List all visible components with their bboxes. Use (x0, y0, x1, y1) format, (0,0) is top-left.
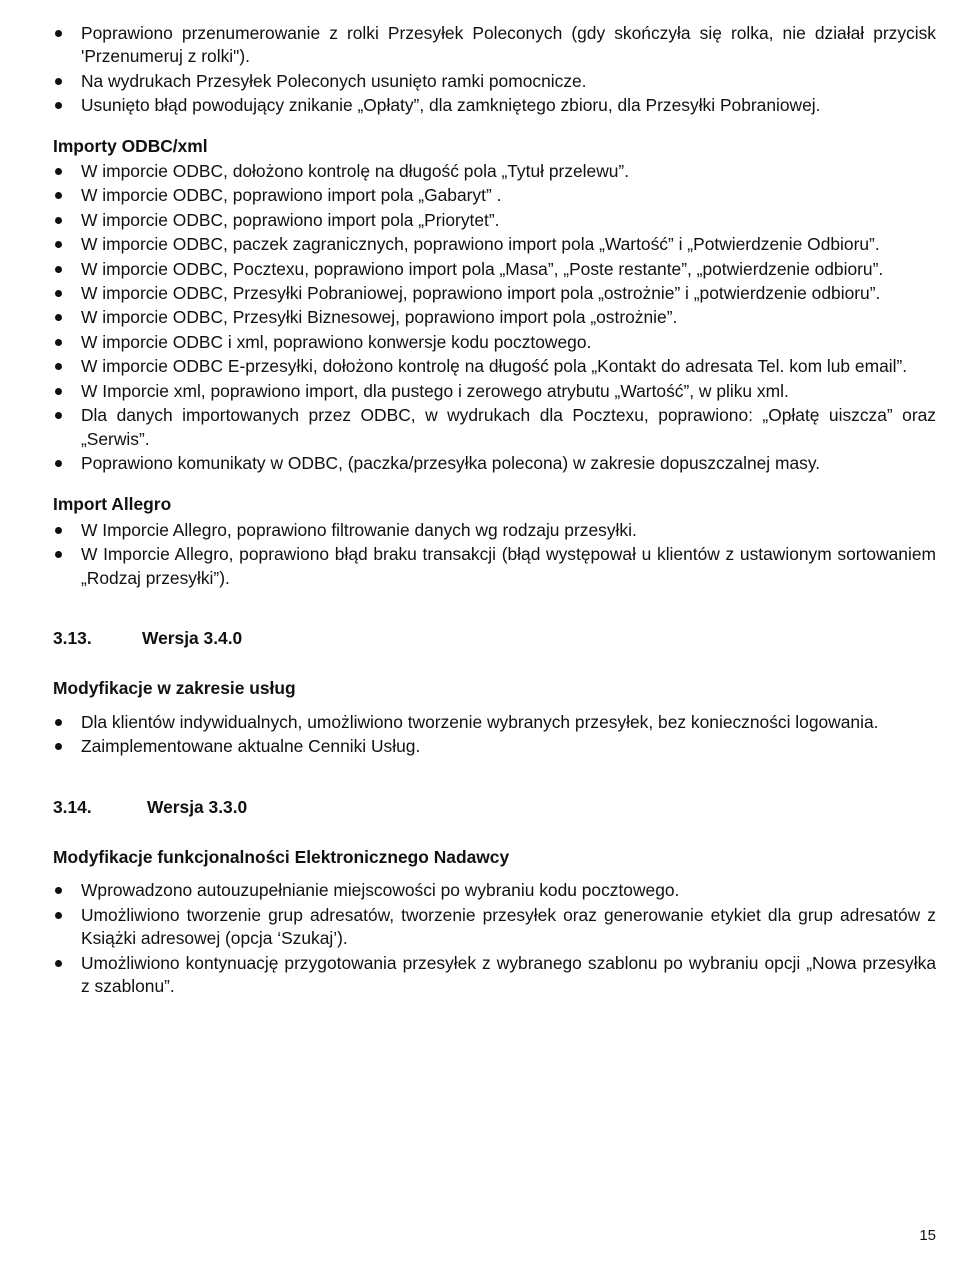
section-heading-uslugi: Modyfikacje w zakresie usług (53, 678, 296, 699)
list-item: W Imporcie Allegro, poprawiono błąd braku transakcji (błąd występował u klientów z ustawionym sortowaniem „Rodzaj przesyłki”). (53, 543, 936, 590)
list-item: W imporcie ODBC, poprawiono import pola „Priorytet”. (53, 209, 936, 232)
list-item: W imporcie ODBC, Przesyłki Biznesowej, poprawiono import pola „ostrożnie”. (53, 306, 936, 329)
list-item: W imporcie ODBC, poprawiono import pola „Gabaryt” . (53, 184, 936, 207)
version-title: Wersja 3.4.0 (142, 627, 243, 648)
section-heading-importy: Importy ODBC/xml (53, 135, 208, 156)
list-item: W imporcie ODBC, Pocztexu, poprawiono import pola „Masa”, „Poste restante”, „potwierdzenie odbioru”. (53, 258, 936, 281)
list-item: Wprowadzono autouzupełnianie miejscowości po wybraniu kodu pocztowego. (53, 879, 936, 902)
intro-list (53, 22, 936, 118)
list-item: Zaimplementowane aktualne Cenniki Usług. (53, 735, 936, 758)
section-heading-elektroniczny-nadawca: Modyfikacje funkcjonalności Elektronicznego Nadawcy (53, 846, 510, 867)
list-item: W imporcie ODBC, paczek zagranicznych, poprawiono import pola „Wartość” i „Potwierdzenie Odbioru”. (53, 233, 936, 256)
list-item: Poprawiono przenumerowanie z rolki Przesyłek Poleconych (gdy skończyła się rolka, nie działał przycisk 'Przenumeruj z rolki"). (53, 22, 936, 69)
list-item: W imporcie ODBC E-przesyłki, dołożono kontrolę na długość pola „Kontakt do adresata Tel. kom lub email”. (53, 355, 936, 378)
list-item: W imporcie ODBC, Przesyłki Pobraniowej, poprawiono import pola „ostrożnie” i „potwierdzenie odbioru”. (53, 282, 936, 305)
section-heading-allegro: Import Allegro (53, 494, 172, 515)
uslugi-list (53, 711, 936, 759)
list-item: Na wydrukach Przesyłek Poleconych usunięto ramki pomocnicze. (53, 70, 936, 93)
list-item: W Imporcie xml, poprawiono import, dla pustego i zerowego atrybutu „Wartość”, w pliku xml. (53, 380, 936, 403)
list-item: W imporcie ODBC i xml, poprawiono konwersje kodu pocztowego. (53, 331, 936, 354)
version-heading-3-14 (53, 796, 936, 819)
en-list (53, 879, 936, 998)
list-item: Poprawiono komunikaty w ODBC, (paczka/przesyłka polecona) w zakresie dopuszczalnej masy. (53, 452, 936, 475)
importy-list (53, 160, 936, 475)
page-number: 15 (919, 1227, 936, 1244)
version-title: Wersja 3.3.0 (147, 796, 248, 817)
list-item: Umożliwiono kontynuację przygotowania przesyłek z wybranego szablonu po wybraniu opcji „Nowa przesyłka z szablonu”. (53, 952, 936, 999)
list-item: Dla danych importowanych przez ODBC, w wydrukach dla Pocztexu, poprawiono: „Opłatę uiszcza” oraz „Serwis”. (53, 404, 936, 451)
list-item: Umożliwiono tworzenie grup adresatów, tworzenie przesyłek oraz generowanie etykiet dla grup adresatów z Książki adresowej (opcja ‘Szukaj’). (53, 904, 936, 951)
list-item: W Imporcie Allegro, poprawiono filtrowanie danych wg rodzaju przesyłki. (53, 519, 936, 542)
version-number: 3.13. (53, 627, 92, 648)
list-item: Usunięto błąd powodujący znikanie „Opłaty”, dla zamkniętego zbioru, dla Przesyłki Pobraniowej. (53, 94, 936, 117)
list-item: W imporcie ODBC, dołożono kontrolę na długość pola „Tytuł przelewu”. (53, 160, 936, 183)
list-item: Dla klientów indywidualnych, umożliwiono tworzenie wybranych przesyłek, bez konieczności logowania. (53, 711, 936, 734)
version-number: 3.14. (53, 796, 92, 817)
allegro-list (53, 519, 936, 590)
version-heading-3-13 (53, 627, 936, 650)
